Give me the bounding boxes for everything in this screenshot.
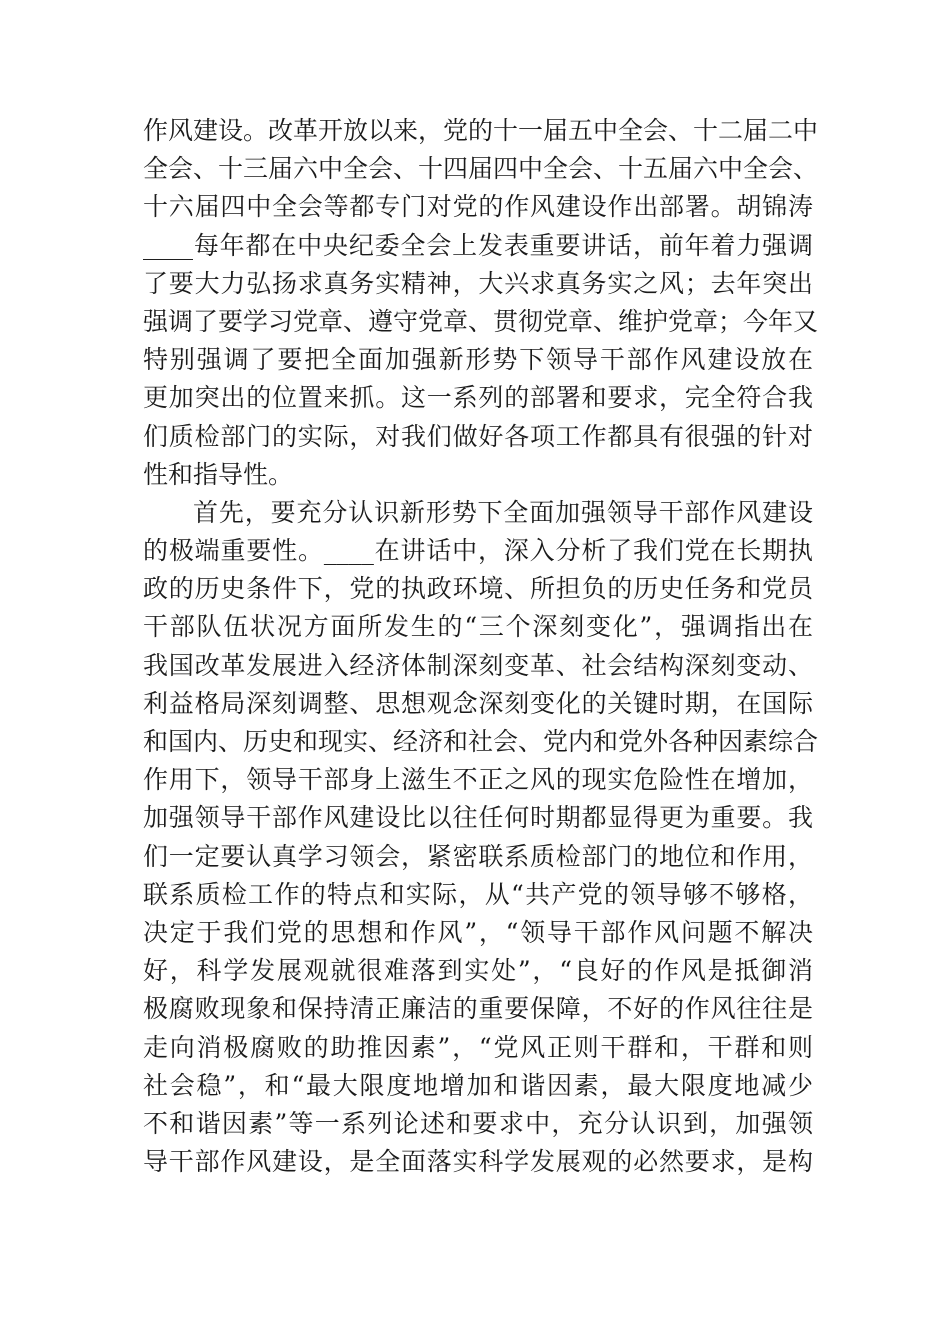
text-line: 走向消极腐败的助推因素”，“党风正则干群和，干群和则: [143, 1032, 813, 1062]
text-line: 们质检部门的实际，对我们做好各项工作都具有很强的针对: [143, 421, 813, 451]
text-line: 极腐败现象和保持清正廉洁的重要保障，不好的作风往往是: [143, 994, 813, 1024]
text-line: 社会稳”，和“最大限度地增加和谐因素，最大限度地减少: [143, 1070, 813, 1100]
text-line: 好，科学发展观就很难落到实处”，“良好的作风是抵御消: [143, 956, 813, 986]
text-line: 作用下，领导干部身上滋生不正之风的现实危险性在增加，: [143, 765, 813, 795]
text-line: 加强领导干部作风建设比以往任何时期都显得更为重要。我: [143, 803, 813, 833]
text-line: 了要大力弘扬求真务实精神，大兴求真务实之风；去年突出: [143, 268, 813, 298]
text-line: ____每年都在中央纪委全会上发表重要讲话，前年着力强调: [143, 230, 813, 260]
text-line: 和国内、历史和现实、经济和社会、党内和党外各种因素综合: [143, 727, 819, 756]
text-line: 导干部作风建设，是全面落实科学发展观的必然要求，是构: [143, 1147, 813, 1177]
paragraph: [143, 494, 819, 1181]
text-line: 首先，要充分认识新形势下全面加强领导干部作风建设: [193, 497, 813, 527]
text-line: 更加突出的位置来抓。这一系列的部署和要求，完全符合我: [143, 383, 813, 413]
text-line: 联系质检工作的特点和实际，从“共产党的领导够不够格，: [143, 879, 813, 909]
text-line: 不和谐因素”等一系列论述和要求中，充分认识到，加强领: [143, 1108, 813, 1138]
text-line: 作风建设。改革开放以来，党的十一届五中全会、十二届二中: [143, 116, 819, 145]
text-line: 全会、十三届六中全会、十四届四中全会、十五届六中全会、: [143, 154, 819, 184]
text-line: 我国改革发展进入经济体制深刻变革、社会结构深刻变动、: [143, 650, 813, 680]
text-line: 十六届四中全会等都专门对党的作风建设作出部署。胡锦涛: [143, 192, 813, 222]
paragraph: [143, 112, 819, 494]
text-line: 的极端重要性。____在讲话中，深入分析了我们党在长期执: [143, 536, 813, 566]
text-line: 政的历史条件下，党的执政环境、所担负的历史任务和党员: [143, 574, 813, 604]
text-line: 干部队伍状况方面所发生的“三个深刻变化”，强调指出在: [143, 612, 813, 642]
text-line: 强调了要学习党章、遵守党章、贯彻党章、维护党章；今年又: [143, 306, 819, 336]
text-line: 决定于我们党的思想和作风”，“领导干部作风问题不解决: [143, 917, 813, 947]
text-line: 们一定要认真学习领会，紧密联系质检部门的地位和作用，: [143, 841, 813, 871]
text-line: 利益格局深刻调整、思想观念深刻变化的关键时期，在国际: [143, 688, 813, 718]
body-text: [143, 112, 819, 1181]
text-line: 特别强调了要把全面加强新形势下领导干部作风建设放在: [143, 345, 813, 375]
text-line: 性和指导性。: [143, 459, 294, 489]
